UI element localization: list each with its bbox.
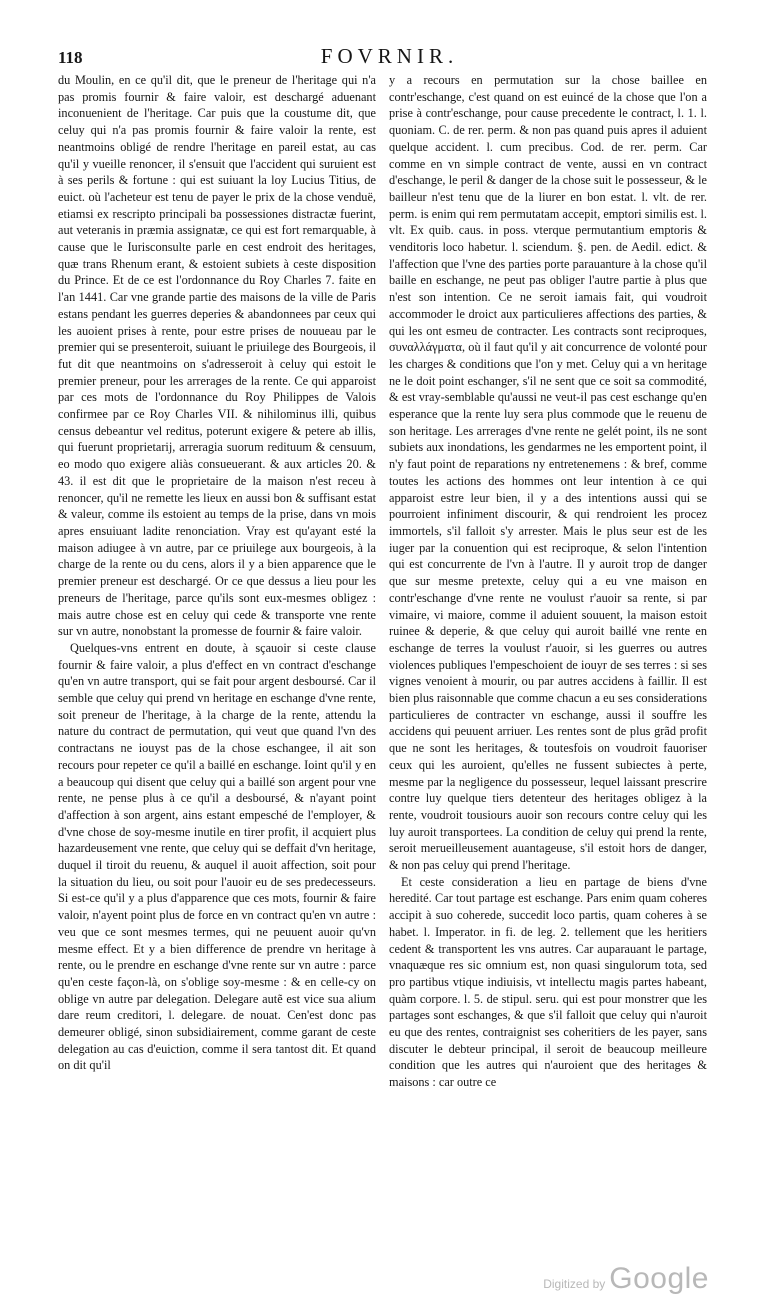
- digitized-by-label: Digitized by: [543, 1277, 606, 1291]
- left-column: [58, 72, 376, 1252]
- left-paragraph-1: du Moulin, en ce qu'il dit, que le preneur de l'heritage qui n'a pas promis fournir & faire valoir, est deschargé aduenant inconuenient de l'heritage. Car puis que la coustume dit, que celuy qui n'a pas promis fournir & faire valoir la rente, est neantmoins obligé de rendre l'heritage en pareil estat, au cas qu'il y vueille renoncer, il s'ensuit que l'accident qui suruient est à ses perils & fortune : qui est suiuant la loy Lucius Titius, de euict. où l'acheteur est tenu de payer le prix de la chose venduë, etiamsi ex rescripto principali ba possessiones distractæ fuerint, aut veteranis in præmia assignatæ, ce qui est fort remarquable, à cause que le Iurisconsulte parle en cest endroit des heritages, quæ trans Rhenum erant, & estoient subiets à ceste disposition du Prince. Et de ce est l'ordonnance du Roy Charles 7. faite en l'an 1441. Car vne grande partie des maisons de la ville de Paris estans pendant les guerres deperies & abandonnees par ceux qui les auoient prises à rente, pour estre prises de nouueau par le premier qui se presenteroit, suiuant le priuilege des Bourgeois, il fut dit que neantmoins on s'adresseroit à celuy qui estoit le premier preneur, pour les arrerages de la rente. Ce qui apparoist par ces mots de l'ordonnance du Roy Philippes de Valois confirmee par ce Roy Charles VII. & nihilominus illi, quibus census debeantur vel reditus, poterunt exigere & petere ab illis, qui fuerunt proprietarij, arreragia suorum redituum & censuum, eo modo quo exigere aliàs consueuerant. & aux articles 20. & 43. il est dit que le proprietaire de la maison n'est receu à renoncer, qu'il ne remette les lieux en aussi bon & suffisant estat & valeur, comme ils estoient au temps de la prise, dans vn mois apres ensuiuant ladite renonciation. Vray est qu'ayant esté la maison adiugee à vn autre, par ce priuilege aux bourgeois, à la charge de la rente ou du cens, alors il y a bien apparence que le premier preneur est deschargé. Or ce que dessus a lieu pour les preneurs de l'heritage, parce qu'ils sont eux-mesmes obligez : mais autre chose est en celuy qui cede & transporte vne rente sur vn autre, nonobstant la promesse de fournir & faire valoir.: [58, 73, 376, 639]
- right-paragraph-2: Et ceste consideration a lieu en partage de biens d'vne heredité. Car tout partage est eschange. Pars enim quam coheres accipit à suo coherede, succedit loco partis, quam coheres à se habet. l. Imperator. in fi. de leg. 2. tellement que les heritiers cedent & transportent les vns autres. Car auparauant le partage, vnaquæque res sic omnium est, non quasi singulorum tota, sed pro partibus vtique indiuisis, vt intellectu magis partes habeant, quàm corpore. l. 5. de stipul. seru. qui est pour monstrer que les partages sont eschanges, & que s'il falloit que celuy qui n'auroit eu que des rentes, contraignist ses coheritiers de les payer, sans discuter le debteur principal, il seroit de beaucoup meilleure condition que les autres qui n'auroient que des heritages & maisons : car outre ce: [389, 874, 707, 1090]
- google-watermark: [543, 1262, 709, 1296]
- page-number: 118: [58, 48, 83, 67]
- left-paragraph-2: Quelques-vns entrent en doute, à sçauoir si ceste clause fournir & faire valoir, a plus d'effect en vn contract d'eschange qu'en vn autre transport, qui se fait pour argent desboursé. Car il semble que celuy qui prend vn heritage en eschange d'vne rente, soit preneur de l'heritage, à la charge de la rente, attendu la nature du contract de permutation, qui veut que quand l'vn des contractans ne iouyst pas de la chose eschangee, il ait son recours pour repeter ce qu'il a baillé en eschange. Ioint qu'il y en a beaucoup qui disent que celuy qui a baillé son argent pour vne rente, ne pense plus à ce qu'il a desboursé, & n'ayant point d'affection à son argent, ains estant empesché de l'employer, & d'vne chose de soy-mesme inutile en tirer profit, il acquiert plus hazardeusement vne rente, que celuy qui se deffait d'vn heritage, duquel il tiroit du reuenu, & auquel il auoit affection, soit pour la situation du lieu, ou soit pour l'auoir eu de ses predecesseurs. Si est-ce qu'il y a plus d'apparence que ces mots, fournir & faire valoir, n'ayent point plus de force en vn contract qu'en vn autre : veu que ce sont mesmes termes, qui ne peuuent auoir qu'vn mesme effect. Et y a bien difference de prendre vn heritage à rente, ou le prendre en eschange d'vne rente sur vn autre : parce qu'en ceste façon-là, on s'oblige soy-mesme : & en celle-cy on oblige vn autre par delegation. Delegare autẽ est vice sua alium dare reum creditori, l. delegare. de nouat. Cen'est donc pas demeurer obligé, sinon subsidiairement, comme garant de ceste delegation au cas d'euiction, comme il sera tantost dit. Et quand on dit qu'il: [58, 640, 376, 1073]
- right-paragraph-1: y a recours en permutation sur la chose baillee en contr'eschange, c'est quand on est euincé de la chose que l'on a prise à contr'eschange, pour cause precedente le contract, l. 1. l. quoniam. C. de rer. perm. & non pas quand puis apres il aduient quelque accident. l. cum precibus. Cod. de rer. perm. Car comme en vn simple contract de vente, aussi en vn contract d'eschange, le peril & danger de la chose suit le possesseur, & le bailleur n'est tenu que de la liurer en bon estat. l. vlt. de rer. perm. is enim qui rem permutatam accepit, emptori similis est. l. vlt. Ex quib. caus. in poss. vterque permutantium emptoris & venditoris loco habetur. l. sciendum. §. pen. de Aedil. edict. & l'affection que l'vne des parties porte parauanture à la chose qu'il baille en eschange, ne peut pas obliger l'autre partie à plus que n'est son intention. Ce ne seroit iamais fait, qui voudroit accommoder le droict aux particulieres affections des parties, & qui les ont esmeu de contracter. Les contracts sont reciproques, συναλλάγματα, où il faut qu'il y ait concurrence de volonté pour les charges & conditions que l'on y met. Celuy qui a vn heritage ne le doit point eschanger, s'il ne sent que ce soit sa commodité, & est vray-semblable qu'aussi ne veut-il pas cest eschange qu'en esperance que la rente luy sera plus commode que le reuenu de son heritage. Les arrerages d'vne rente ne gelét point, ils ne sont subiets aux inondations, les gendarmes ne les emportent point, il n'y faut point de reparations ny entretenemens : & bref, comme toutes les actions des hommes ont leur intention à ce qui apparoist estre leur bien, il y a des intentions aussi qui se pourroient infiniment discourir, & qui rendroient les procez immortels, s'il falloit s'y arrester. Mais le plus seur est de les iuger par la conuention qui est reciproque, & selon l'intention qui est concurrente de l'vn à l'autre. Il y auroit trop de danger que sur mesme pretexte, celuy qui a eu vne maison en contr'eschange d'vne rente ne voulust r'auoir sa rente, si par vimaire, vi maiore, comme il aduient souuent, la maison estoit ruinee & deperie, & que celuy qui auroit baillé vne rente en eschange de terres la voulust r'auoir, si les guerres ou autres violences publiques l'empeschoient de iouyr de ses terres : si ses vignes venoient à mourir, ou par autres accidens à faillir. Il est bien plus raisonnable que comme chacun a eu ses considerations particulieres de contracter vn eschange, aussi il souffre les accidens qui peuuent arriuer. Les rentes sont de plus grãd profit que ne sont les heritages, & toutesfois on voudroit fauoriser ceux qui les auroient, qu'elles ne fussent subiectes à perte, mesme par la negligence du possesseur, lequel laissant prescrire contre luy quelque tiers detenteur des heritages obligez à la rente, voudroit tousiours auoir son recours contre celuy qui les luy auroit transportees. La condition de celuy qui prend la rente, seroit merueilleusement auantageuse, s'il estoit hors de danger, & non pas celuy qui prend l'heritage.: [389, 73, 707, 873]
- google-logo: Google: [609, 1262, 709, 1295]
- running-title: FOVRNIR.: [320, 44, 459, 68]
- right-column: [389, 72, 707, 1252]
